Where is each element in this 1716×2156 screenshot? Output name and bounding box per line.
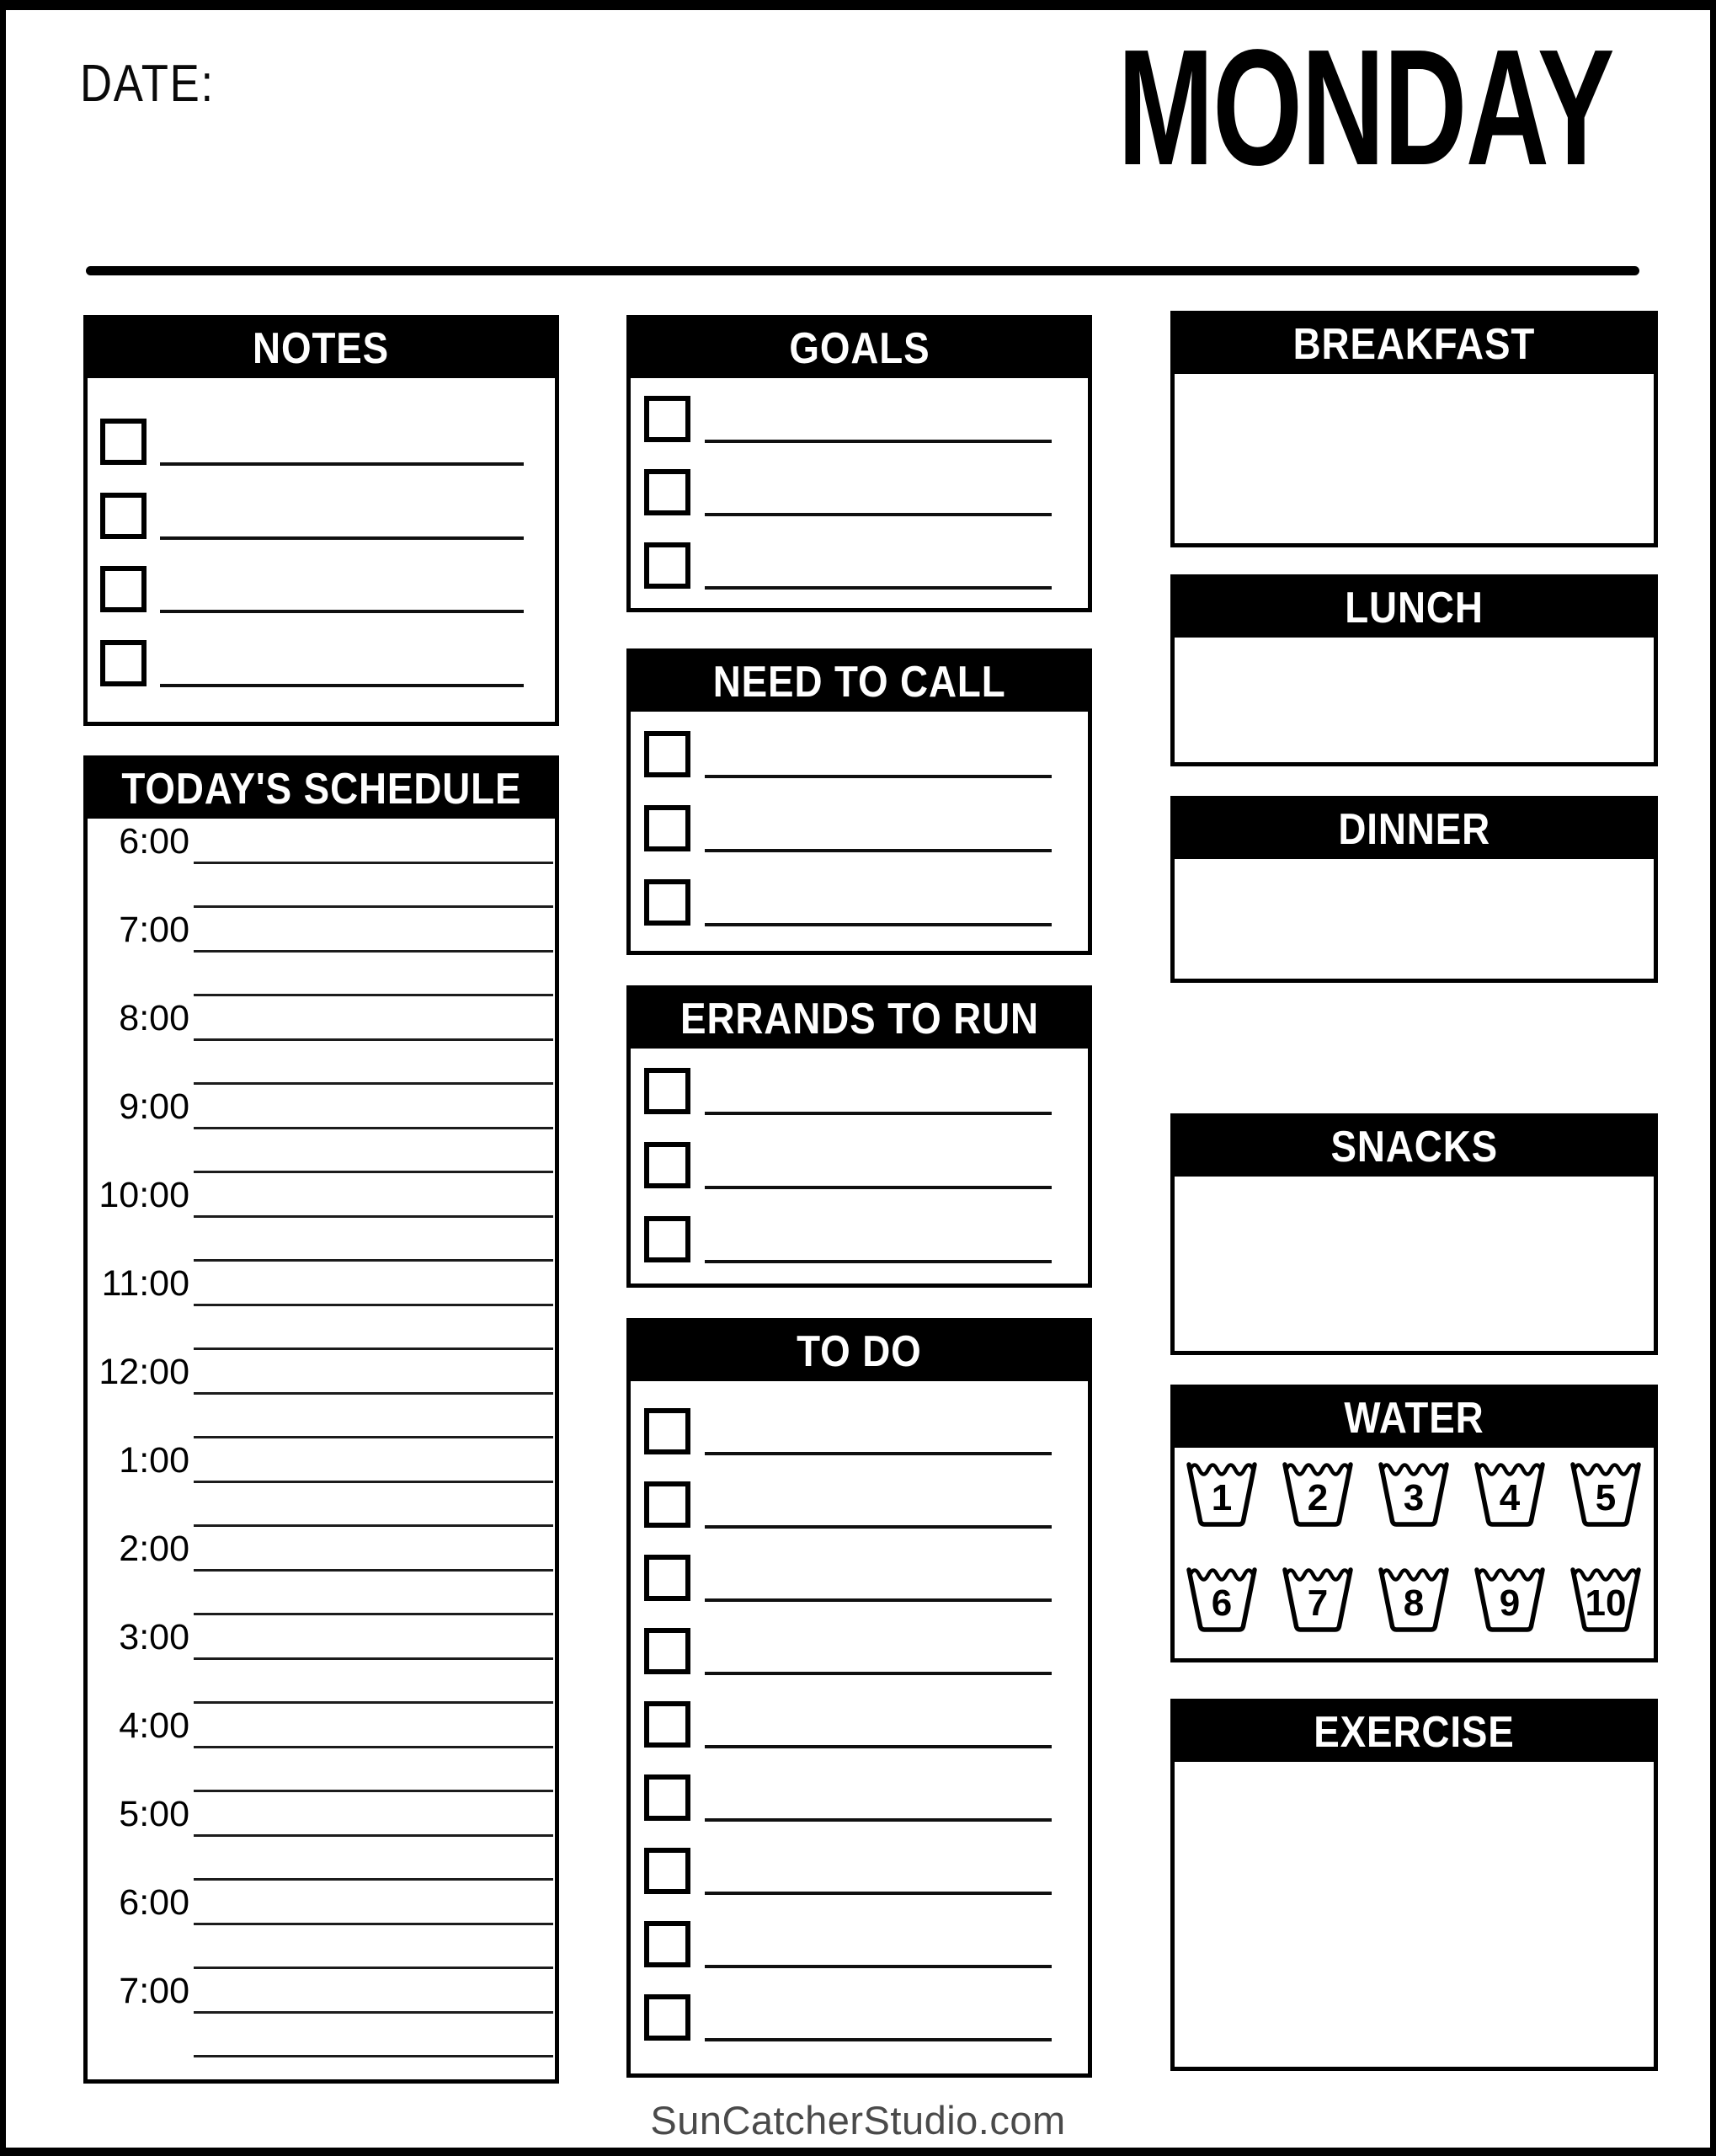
schedule-time-label: 9:00 [119,1086,189,1127]
todo-write-line[interactable] [705,1892,1052,1895]
breakfast-write-area[interactable] [1175,374,1654,543]
notes-write-line[interactable] [160,684,524,687]
schedule-hour-line[interactable] [194,1834,553,1837]
water-wave-icon [1287,1465,1350,1475]
water-cup-5[interactable] [1567,1457,1644,1529]
schedule-half-hour-line[interactable] [194,1701,553,1704]
schedule-time-label: 5:00 [119,1794,189,1834]
svg-text:2: 2 [1307,1477,1329,1518]
notes-write-line[interactable] [160,610,524,613]
schedule-time-label: 10:00 [99,1175,189,1215]
schedule-time-label: 2:00 [119,1529,189,1569]
todo-write-line[interactable] [705,1818,1052,1822]
todo-checkbox[interactable] [644,1628,690,1674]
snacks-section [1170,1113,1658,1355]
schedule-section [83,755,559,2084]
todo-write-line[interactable] [705,1745,1052,1748]
exercise-header [1175,1703,1654,1762]
schedule-hour-line[interactable] [194,1569,553,1572]
goals-title: GOALS [788,324,930,373]
water-title: WATER [1344,1394,1484,1443]
schedule-half-hour-line[interactable] [194,1790,553,1792]
schedule-half-hour-line[interactable] [194,1613,553,1615]
notes-write-line[interactable] [160,462,524,466]
exercise-write-area[interactable] [1175,1762,1654,2067]
lunch-write-area[interactable] [1175,638,1654,762]
errands-checkbox[interactable] [644,1142,690,1188]
schedule-half-hour-line[interactable] [194,1082,553,1085]
todo-checkbox[interactable] [644,1774,690,1821]
water-cup-8[interactable] [1375,1562,1452,1634]
lunch-header [1175,579,1654,638]
need-to-call-header [631,653,1088,712]
errands-write-line[interactable] [705,1112,1052,1115]
water-wave-icon [1575,1465,1638,1475]
schedule-hour-line[interactable] [194,862,553,864]
date-label: DATE: [80,55,215,113]
svg-text:3: 3 [1403,1477,1425,1518]
need-to-call-checkbox[interactable] [644,879,690,926]
schedule-hour-line[interactable] [194,2011,553,2014]
schedule-hour-line[interactable] [194,1746,553,1748]
exercise-title: EXERCISE [1314,1708,1515,1757]
goals-section [626,315,1092,612]
svg-text:7: 7 [1307,1582,1329,1624]
water-cup-2[interactable] [1279,1457,1356,1529]
breakfast-header [1175,315,1654,374]
schedule-hour-line[interactable] [194,1038,553,1041]
water-header [1175,1389,1654,1448]
water-cup-3[interactable] [1375,1457,1452,1529]
schedule-hour-line[interactable] [194,1481,553,1483]
notes-header [88,319,555,378]
schedule-hour-line[interactable] [194,1657,553,1660]
todo-section [626,1318,1092,2078]
water-wave-icon [1383,1571,1446,1580]
schedule-time-label: 6:00 [119,821,189,862]
todo-title: TO DO [797,1327,922,1376]
need-to-call-checkbox[interactable] [644,805,690,851]
schedule-hour-line[interactable] [194,1923,553,1925]
todo-checkbox[interactable] [644,1994,690,2041]
schedule-time-label: 8:00 [119,998,189,1038]
schedule-time-label: 7:00 [119,910,189,950]
schedule-time-label: 11:00 [101,1263,189,1304]
notes-checkbox[interactable] [100,419,147,465]
errands-checkbox[interactable] [644,1068,690,1114]
schedule-half-hour-line[interactable] [194,1524,553,1527]
header-divider [86,266,1639,275]
schedule-half-hour-line[interactable] [194,1348,553,1350]
lunch-section [1170,574,1658,766]
errands-section [626,985,1092,1288]
need-to-call-write-line[interactable] [705,849,1052,852]
schedule-time-label: 7:00 [119,1971,189,2011]
todo-header [631,1322,1088,1381]
exercise-section [1170,1699,1658,2071]
water-cup-6[interactable] [1183,1562,1260,1634]
todo-checkbox[interactable] [644,1481,690,1528]
water-cup-10[interactable] [1567,1562,1644,1634]
schedule-time-label: 4:00 [119,1705,189,1746]
schedule-time-label: 6:00 [119,1882,189,1923]
notes-checkbox[interactable] [100,640,147,686]
todo-write-line[interactable] [705,1525,1052,1529]
snacks-header [1175,1118,1654,1177]
goals-checkbox[interactable] [644,469,690,515]
water-wave-icon [1191,1571,1254,1580]
schedule-hour-line[interactable] [194,950,553,953]
goals-header [631,319,1088,378]
schedule-hour-line[interactable] [194,1304,553,1306]
lunch-title: LUNCH [1345,584,1484,632]
goals-write-line[interactable] [705,513,1052,516]
errands-write-line[interactable] [705,1186,1052,1189]
water-wave-icon [1479,1571,1542,1580]
goals-checkbox[interactable] [644,542,690,589]
errands-checkbox[interactable] [644,1216,690,1262]
need-to-call-section [626,648,1092,955]
goals-checkbox[interactable] [644,396,690,442]
water-cup-1[interactable] [1183,1457,1260,1529]
todo-checkbox[interactable] [644,1408,690,1454]
svg-text:8: 8 [1403,1582,1425,1624]
water-wave-icon [1287,1571,1350,1580]
todo-write-line[interactable] [705,1965,1052,1968]
todo-checkbox[interactable] [644,1848,690,1894]
notes-section [83,315,559,726]
schedule-half-hour-line[interactable] [194,1259,553,1262]
snacks-write-area[interactable] [1175,1177,1654,1351]
goals-write-line[interactable] [705,440,1052,443]
footer-credit: SunCatcherStudio.com [650,2098,1066,2143]
water-cup-4[interactable] [1471,1457,1548,1529]
svg-text:9: 9 [1499,1582,1521,1624]
errands-write-line[interactable] [705,1260,1052,1263]
schedule-time-label: 1:00 [119,1440,189,1481]
need-to-call-checkbox[interactable] [644,731,690,777]
todo-checkbox[interactable] [644,1701,690,1748]
schedule-title: TODAY'S SCHEDULE [120,765,522,814]
water-section [1170,1385,1658,1662]
schedule-hour-line[interactable] [194,1127,553,1129]
svg-text:4: 4 [1499,1477,1521,1518]
goals-write-line[interactable] [705,586,1052,590]
schedule-half-hour-line[interactable] [194,994,553,996]
water-cup-7[interactable] [1279,1562,1356,1634]
dinner-write-area[interactable] [1175,859,1654,979]
water-wave-icon [1383,1465,1446,1475]
todo-checkbox[interactable] [644,1921,690,1967]
dinner-title: DINNER [1338,805,1490,854]
need-to-call-write-line[interactable] [705,923,1052,926]
notes-write-line[interactable] [160,536,524,540]
todo-checkbox[interactable] [644,1555,690,1601]
schedule-header [88,760,555,819]
water-wave-icon [1479,1465,1542,1475]
water-wave-icon [1191,1465,1254,1475]
breakfast-title: BREAKFAST [1292,320,1536,369]
day-name: MONDAY [1117,15,1613,200]
notes-title: NOTES [253,324,390,373]
water-wave-icon [1575,1571,1638,1580]
todo-write-line[interactable] [705,1452,1052,1455]
errands-header [631,990,1088,1049]
notes-checkbox[interactable] [100,493,147,539]
breakfast-section [1170,311,1658,547]
schedule-half-hour-line[interactable] [194,1878,553,1881]
schedule-time-label: 3:00 [119,1617,189,1657]
svg-text:10: 10 [1585,1582,1627,1624]
schedule-hour-line[interactable] [194,1392,553,1395]
errands-title: ERRANDS TO RUN [679,995,1039,1043]
schedule-half-hour-line[interactable] [194,1171,553,1173]
svg-text:5: 5 [1595,1477,1617,1518]
schedule-half-hour-line[interactable] [194,905,553,908]
svg-text:1: 1 [1211,1477,1233,1518]
todo-write-line[interactable] [705,2038,1052,2041]
page-title [905,15,1613,200]
snacks-title: SNACKS [1330,1123,1498,1171]
notes-checkbox[interactable] [100,566,147,612]
dinner-header [1175,800,1654,859]
need-to-call-write-line[interactable] [705,775,1052,778]
todo-write-line[interactable] [705,1672,1052,1675]
svg-text:6: 6 [1211,1582,1233,1624]
water-cup-9[interactable] [1471,1562,1548,1634]
dinner-section [1170,796,1658,983]
need-to-call-title: NEED TO CALL [712,658,1006,707]
schedule-hour-line[interactable] [194,1215,553,1218]
schedule-time-label: 12:00 [99,1352,189,1392]
schedule-half-hour-line[interactable] [194,2055,553,2057]
schedule-half-hour-line[interactable] [194,1436,553,1438]
todo-write-line[interactable] [705,1598,1052,1602]
schedule-half-hour-line[interactable] [194,1967,553,1969]
